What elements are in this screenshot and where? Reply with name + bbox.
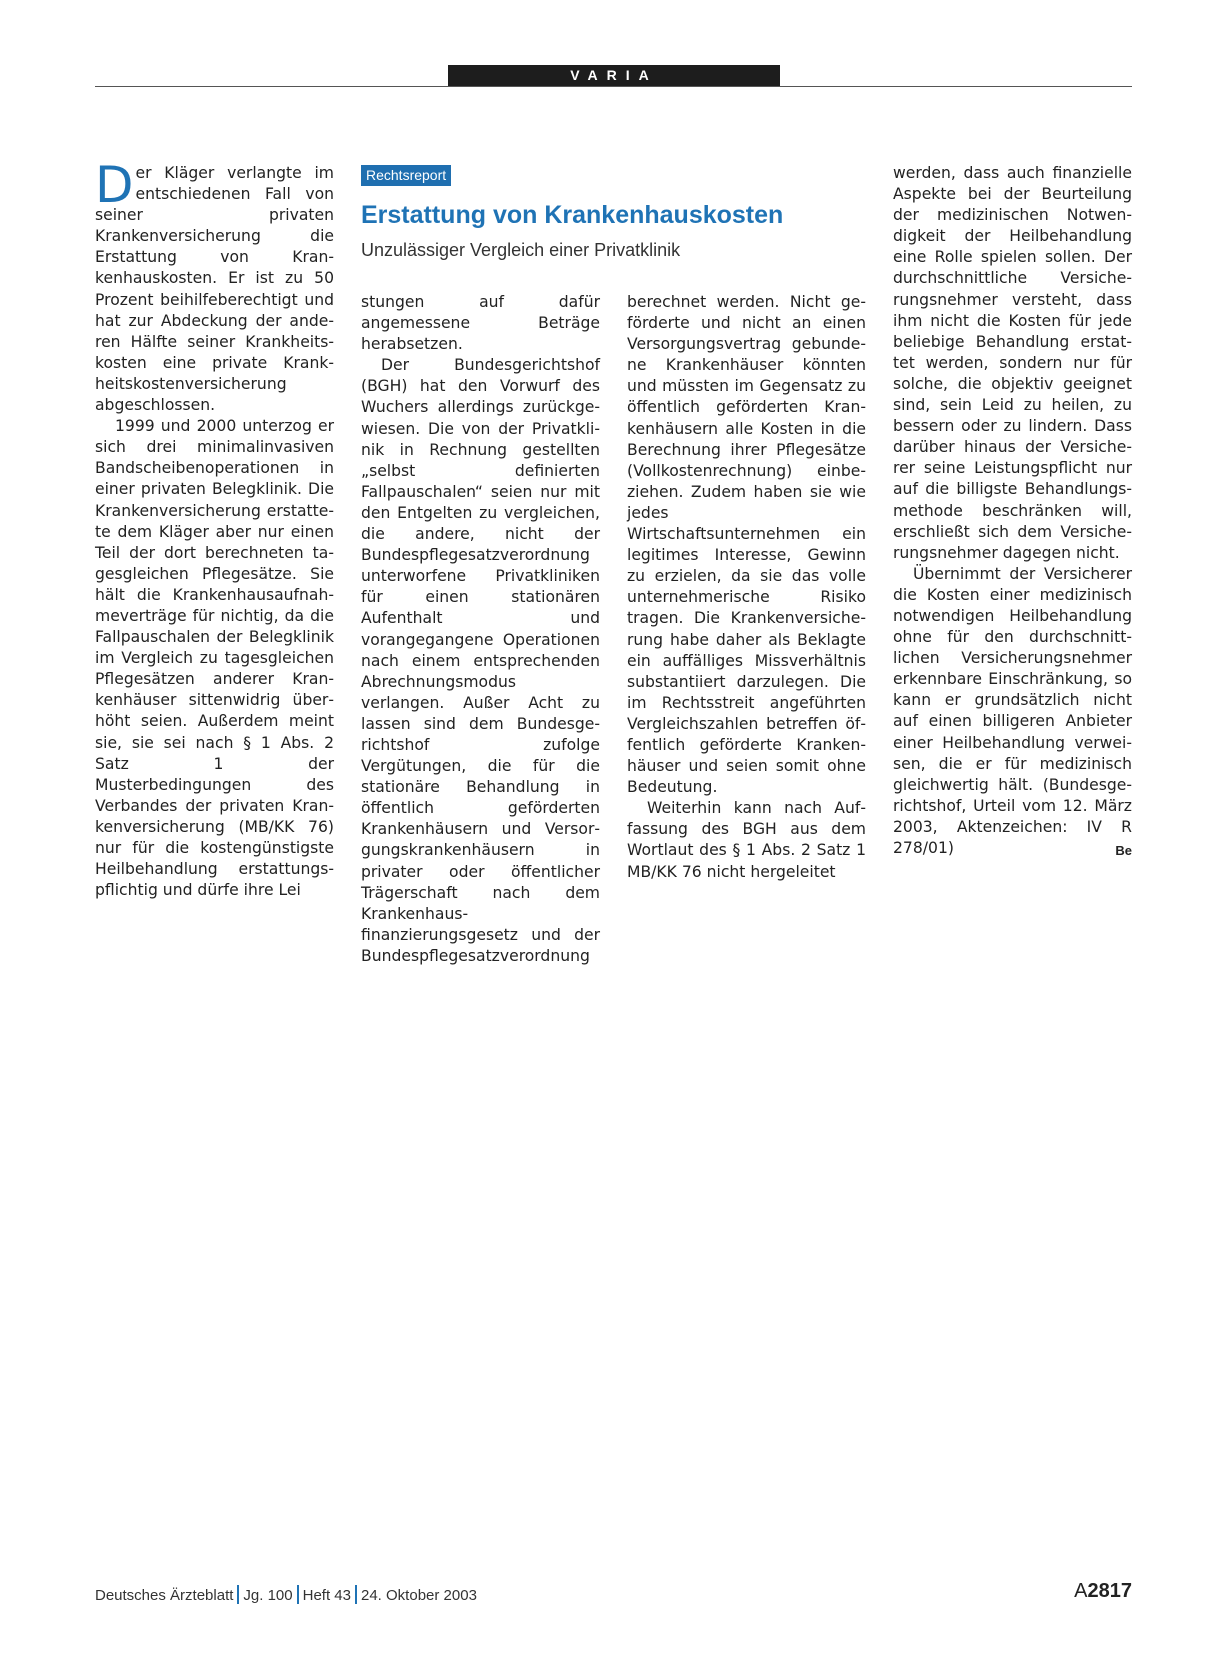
article-title: Erstattung von Krankenhauskosten	[361, 201, 784, 229]
separator	[355, 1585, 357, 1604]
article-column-2	[361, 292, 600, 967]
separator	[297, 1585, 299, 1604]
paragraph-text: er Kläger verlangte im entschiedenen Fall von seiner privaten Krankenversicherung die Erstattung von Krankenhauskosten. Er ist zu 50 Prozent beihilfeberechtigt und hat zur Abdeckung der anderen Hälfte seiner Krankheitskosten eine private Krankheitskostenversicherung abgeschlossen.	[95, 164, 334, 415]
paragraph: werden, dass auch finanzielle Aspekte bei der Beurteilung der medizinischen Notwendigkeit der Heilbehandlung eine Rolle spielen sollen. Der durchschnittliche Versicherungsnehmer versteht, dass ihm nicht die Kosten für jede beliebige Behandlung erstattet werden, sondern nur für solche, die objektiv geeignet sind, sein Leid zu heilen, zu bessern oder zu lindern. Dass darüber hinaus der Versicherer seine Leistungspflicht nur auf die billigste Behandlungsmethode beschränken will, erschließt sich dem Versicherungsnehmer dagegen nicht.	[893, 164, 1132, 562]
paragraph: berechnet werden. Nicht geförderte und nicht an einen Versorgungsvertrag gebundene Krankenhäuser könnten und müssten im Gegensatz zu öffentlich geförderten Krankenhäusern alle Kosten in die Berechnung ihrer Pflegesätze (Vollkostenrechnung) einbeziehen. Zudem haben sie wie jedes Wirtschaftsunternehmen ein legitimes Interesse, Gewinn zu erzielen, da sie das volle unternehmerische Risiko tragen. Die Krankenversicherung habe daher als Beklagte ein auffälliges Missverhältnis substantiiert darzulegen. Die im Rechtsstreit angeführten Vergleichszahlen betreffen öffentlich geförderte Krankenhäuser und seien somit ohne Bedeutung.	[627, 293, 866, 797]
paragraph: Der Bundesgerichtshof (BGH) hat den Vorwurf des Wuchers allerdings zurückgewiesen. Die von der Privatklinik in Rechnung gestellten „selbst definierten Fallpauschalen“ seien nur mit den Entgelten zu vergleichen, die andere, nicht der Bundespflegesatzverordnung unterworfene Privatkliniken für einen stationären Aufenthalt und vorangegangene Operationen nach einem entsprechenden Abrechnungsmodus verlangen. Außer Acht zu lassen sind dem Bundesgerichtshof zufolge Vergütungen, die für die stationäre Behandlung in öffentlich geförderten Krankenhäusern und Versorgungskrankenhäusern in privater oder öffentlicher Trägerschaft nach dem Krankenhausfinanzierungsgesetz und der Bundespflegesatzverordnung	[361, 356, 600, 965]
drop-cap: D	[95, 156, 134, 214]
paragraph	[95, 156, 334, 416]
footer-citation	[95, 1585, 477, 1604]
paragraph: Übernimmt der Versicherer die Kosten einer medizinisch notwendigen Heilbehandlung ohne für den durchschnittlichen Versicherungsnehmer erkennbare Einschränkung, so kann er grundsätzlich nicht auf einen billigeren Anbieter einer Heilbehandlung verweisen, die er für medizinisch gleichwertig hält. (Bundesgerichtshof, Urteil vom 12. März 2003, Aktenzeichen: IV R 278/01)	[893, 564, 1132, 857]
page-prefix: A	[1074, 1580, 1088, 1602]
author-initials: Be	[1115, 843, 1132, 859]
paragraph: 1999 und 2000 unterzog er sich drei minimalinvasiven Bandscheibenoperationen in einer privaten Belegklinik. Die Krankenversicherung erstattete dem Kläger aber nur einen Teil der dort berechneten tagesgleichen Pflegesätze. Sie hält die Krankenhausaufnahmeverträge für nichtig, da die Fallpauschalen der Belegklinik im Vergleich zu tagesgleichen Pflegesätzen anderer Krankenhäuser sittenwidrig überhöht seien. Außerdem meint sie, sie sei nach § 1 Abs. 2 Satz 1 der Musterbedingungen des Verbandes der privaten Krankenversicherung (MB/KK 76) nur für die kostengünstigste Heilbehandlung erstattungspflichtig und dürfe ihre Lei	[95, 417, 334, 900]
issue-date: 24. Oktober 2003	[361, 1587, 477, 1604]
page-number	[1074, 1580, 1132, 1603]
journal-name: Deutsches Ärzteblatt	[95, 1587, 234, 1604]
separator	[237, 1585, 239, 1604]
article-column-4	[893, 163, 1132, 861]
section-label: VARIA	[448, 65, 780, 86]
header-rule	[95, 86, 1132, 87]
page-number-value: 2817	[1087, 1580, 1132, 1602]
volume: Jg. 100	[243, 1587, 293, 1604]
article-column-1	[95, 156, 334, 901]
paragraph: Weiterhin kann nach Auffassung des BGH aus dem Wortlaut des § 1 Abs. 2 Satz 1 MB/KK 76 nicht hergeleitet	[627, 799, 866, 881]
issue: Heft 43	[302, 1587, 351, 1604]
article-column-3	[627, 292, 866, 883]
category-tag: Rechtsreport	[361, 165, 451, 186]
article-subtitle: Unzulässiger Vergleich einer Privatklinik	[361, 240, 681, 260]
paragraph: stungen auf dafür angemessene Beträge herabsetzen.	[361, 293, 600, 354]
